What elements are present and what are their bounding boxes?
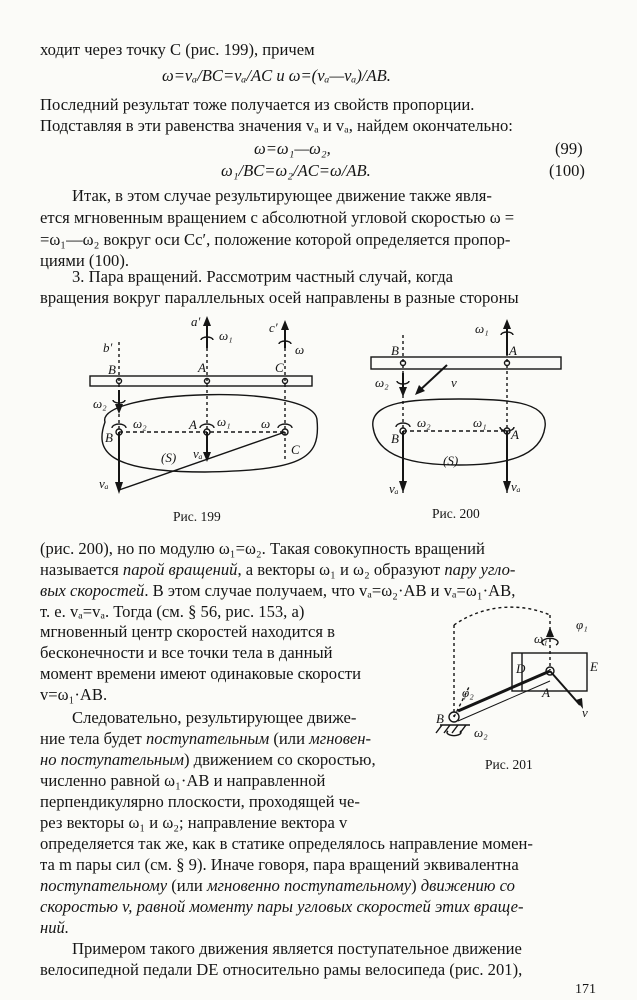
text-line: Итак, в этом случае результирующее движение также явля- bbox=[72, 186, 492, 205]
text-line: т. е. vₐ=vₐ. Тогда (см. § 56, рис. 153, a) bbox=[40, 602, 305, 621]
fig199-label: b′ bbox=[103, 340, 113, 355]
fig199-label: ω₁ bbox=[217, 414, 231, 429]
text-line: называется парой вращений, а векторы ω₁ и ω₂ образуют пару угло- bbox=[40, 560, 516, 579]
page-number: 171 bbox=[575, 982, 596, 997]
text-line: поступательному (или мгновенно поступательному) движению со bbox=[40, 876, 515, 895]
text-line: мгновенный центр скоростей находится в bbox=[40, 622, 335, 641]
fig199-label: (S) bbox=[161, 450, 177, 465]
text-line: Примером такого движения является поступательное движение bbox=[72, 939, 522, 958]
text-line: но поступательным) движением со скоростью, bbox=[40, 750, 376, 769]
fig201-label: v bbox=[582, 705, 588, 720]
figure-201 bbox=[430, 605, 630, 755]
fig201-hatch bbox=[436, 725, 442, 733]
fig200-arrow-w2 bbox=[399, 387, 407, 397]
fig201-label: A bbox=[542, 685, 550, 700]
text-line: Подставляя в эти равенства значения vₐ и vₐ, найдем окончательно: bbox=[40, 116, 513, 135]
text-line: ется мгновенным вращением с абсолютной угловой скоростью ω = bbox=[40, 208, 515, 227]
figure-caption: Рис. 201 bbox=[485, 757, 533, 772]
figure-200 bbox=[355, 315, 565, 505]
fig199-label: ω bbox=[261, 416, 271, 431]
fig199-label: A bbox=[198, 360, 206, 375]
fig199-label: A bbox=[189, 417, 197, 432]
text-line: =ω₁—ω₂ вокруг оси Cc′, положение которой определяется пропор- bbox=[40, 230, 511, 249]
equation: ω=vₐ/BC=vₐ/AC и ω=(vₐ—vₐ)/AB. bbox=[162, 66, 391, 85]
equation-number: (99) bbox=[555, 139, 583, 158]
fig199-arrow-c bbox=[281, 320, 289, 330]
fig201-label: ω₂ bbox=[474, 725, 488, 740]
text-line: велосипедной педали DE относительно рамы велосипеда (рис. 201), bbox=[40, 960, 523, 979]
fig199-diag bbox=[119, 432, 285, 490]
fig200-label: (S) bbox=[443, 453, 459, 468]
text-line: 3. Пара вращений. Рассмотрим частный случай, когда bbox=[72, 267, 454, 286]
equation-99: ω=ω₁—ω₂, bbox=[254, 139, 331, 158]
text-line: перпендикулярно плоскости, проходящей че- bbox=[40, 792, 360, 811]
figure-199 bbox=[85, 310, 325, 510]
fig199-label: vₐ bbox=[193, 446, 203, 461]
fig201-rot-w2 bbox=[447, 731, 461, 736]
text-line: v=ω₁·AB. bbox=[40, 685, 108, 704]
fig199-arrow-a bbox=[203, 316, 211, 326]
fig200-label: vₐ bbox=[389, 481, 399, 496]
fig200-arrow-w1 bbox=[503, 319, 511, 329]
fig199-label: ω₁ bbox=[219, 328, 233, 343]
text-line: Следовательно, результирующее движе- bbox=[72, 708, 357, 727]
fig199-label: ω₂ bbox=[93, 396, 107, 411]
text-line: скоростью v, равной моменту пары угловых скоростей этих враще- bbox=[40, 897, 524, 916]
text-line: бесконечности и все точки тела в данный bbox=[40, 643, 333, 662]
fig199-label: c′ bbox=[269, 320, 278, 335]
text-line: ний. bbox=[40, 918, 69, 937]
fig201-hatch bbox=[452, 725, 458, 733]
text-line: та m пары сил (см. § 9). Иначе говоря, пара вращений эквивалентна bbox=[40, 855, 519, 874]
equation-number: (100) bbox=[549, 161, 585, 180]
fig200-bar bbox=[371, 357, 561, 369]
figure-caption: Рис. 200 bbox=[432, 506, 480, 521]
fig201-label: ω₁ bbox=[534, 631, 548, 646]
fig200-label: v bbox=[451, 375, 457, 390]
fig200-label: A bbox=[511, 427, 519, 442]
text-line: рез векторы ω₁ и ω₂; направление вектора v bbox=[40, 813, 348, 832]
text-line: определяется так же, как в статике определялось направление момен- bbox=[40, 834, 533, 853]
fig199-bar bbox=[90, 376, 312, 386]
fig200-label: ω₁ bbox=[473, 415, 487, 430]
fig200-label: vₐ bbox=[511, 479, 521, 494]
fig201-v-vec bbox=[550, 671, 580, 705]
fig201-label: φ₁ bbox=[576, 617, 588, 632]
text-line: ние тела будет поступательным (или мгновен- bbox=[40, 729, 372, 748]
text-line: численно равной ω₁·AB и направленной bbox=[40, 771, 326, 790]
fig200-label: ω₁ bbox=[475, 321, 489, 336]
equation-100: ω₁/BC=ω₂/AC=ω/AB. bbox=[221, 161, 371, 180]
fig199-label: B bbox=[105, 430, 113, 445]
text-line: Последний результат тоже получается из свойств пропорции. bbox=[40, 95, 475, 114]
fig199-label: ω₂ bbox=[133, 416, 147, 431]
fig199-label: ω bbox=[295, 342, 305, 357]
fig200-label: B bbox=[391, 431, 399, 446]
fig199-label: C bbox=[275, 360, 284, 375]
text-line: (рис. 200), но по модулю ω₁=ω₂. Такая совокупность вращений bbox=[40, 539, 485, 558]
fig201-hatch bbox=[460, 725, 466, 733]
text-line: момент времени имеют одинаковые скорости bbox=[40, 664, 362, 683]
fig200-label: A bbox=[509, 343, 517, 358]
text-line: циями (100). bbox=[40, 251, 130, 270]
fig200-arrow-vA bbox=[503, 481, 511, 493]
fig199-label: B bbox=[108, 362, 116, 377]
fig199-label: C bbox=[291, 442, 300, 457]
fig200-arrow-vB bbox=[399, 481, 407, 493]
text-line: вых скоростей. В этом случае получаем, что vₐ=ω₂·AB и vₐ=ω₁·AB, bbox=[40, 581, 516, 600]
text-line: вращения вокруг параллельных осей направлены в разные стороны bbox=[40, 288, 519, 307]
fig201-label: φ₂ bbox=[462, 685, 474, 700]
fig201-label: E bbox=[590, 659, 598, 674]
fig201-label: B bbox=[436, 711, 444, 726]
fig200-label: B bbox=[391, 343, 399, 358]
fig200-label: ω₂ bbox=[417, 415, 431, 430]
fig201-label: D bbox=[516, 661, 526, 676]
fig199-arrow-vB bbox=[115, 482, 123, 494]
fig199-label: a′ bbox=[191, 314, 201, 329]
fig199-label: vₐ bbox=[99, 476, 109, 491]
fig201-arc bbox=[454, 607, 550, 625]
text-line: ходит через точку C (рис. 199), причем bbox=[40, 40, 315, 59]
fig200-label: ω₂ bbox=[375, 375, 389, 390]
figure-caption: Рис. 199 bbox=[173, 509, 221, 524]
